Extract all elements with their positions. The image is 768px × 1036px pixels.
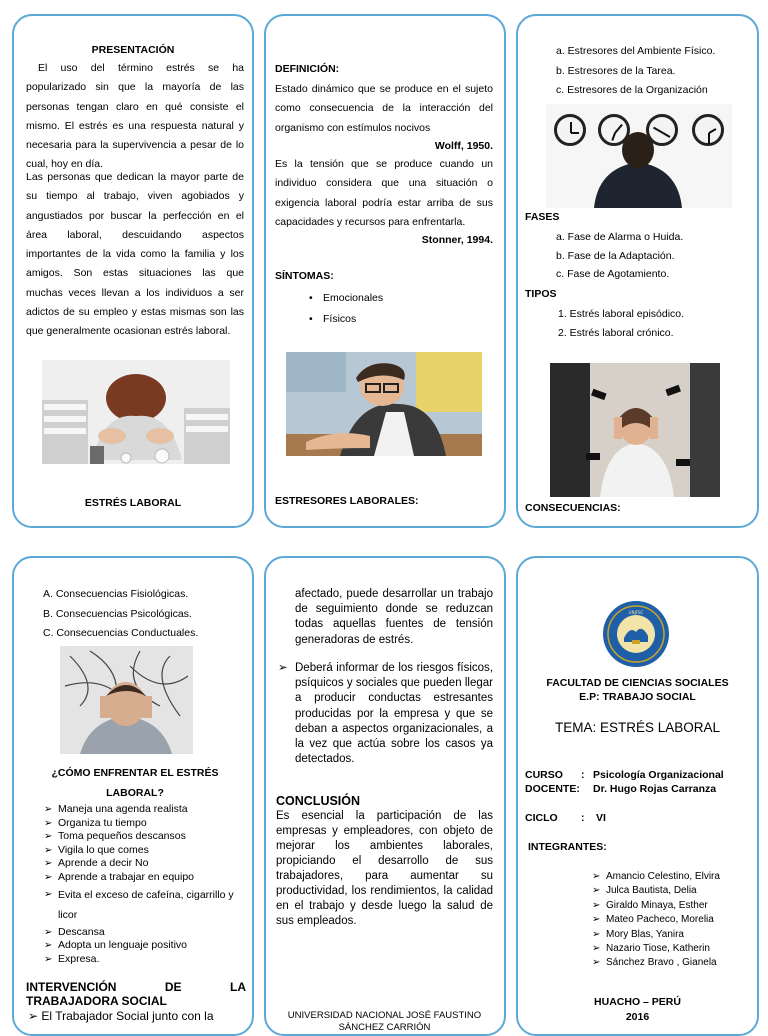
list-item: ➢ Sánchez Bravo , Gianela [591, 956, 751, 970]
list-item: b. Estresores de la Tarea. [556, 64, 676, 77]
list-item: b. Fase de la Adaptación. [556, 249, 675, 262]
definicion-text-2: Es la tensión que se produce cuando un individuo considera que una situación o exigencia laboral podría estar arriba de sus capacidades y recursos para enfrentarla. [275, 158, 493, 228]
list-item: ➢ Expresa. [44, 952, 100, 965]
list-item: ➢ Adopta un lenguaje positivo [44, 939, 188, 952]
arrow-bullet-icon: ➢ [278, 662, 288, 674]
list-item: A. Consecuencias Fisiológicas. [43, 588, 189, 600]
sintomas-title: SÍNTOMAS: [275, 270, 334, 282]
list-item: 1. Estrés laboral episódico. [558, 308, 685, 320]
year: 2016 [625, 1011, 650, 1023]
panel-definicion [264, 14, 506, 528]
panel-portada [516, 556, 759, 1036]
enfrentar-title: ¿CÓMO ENFRENTAR EL ESTRÉS LABORAL? [51, 767, 219, 799]
citation-stonner: Stonner, 1994. [421, 234, 493, 246]
arrow-bullet-icon: ➢ [44, 953, 53, 965]
curso-value: Psicología Organizacional [593, 769, 724, 781]
sintomas-list [307, 288, 467, 330]
phones-stress-image [550, 363, 720, 497]
ciclo-value: VI [596, 812, 606, 824]
list-item: • Emocionales [307, 288, 467, 309]
arrow-bullet-icon: ➢ [592, 871, 601, 882]
arrow-bullet-icon: ➢ [592, 899, 601, 911]
svg-text:UNJFSC: UNJFSC [628, 610, 644, 615]
list-item: ➢ Julca Bautista, Delia [591, 884, 751, 898]
panel-estresores [516, 14, 759, 528]
arrow-bullet-icon: ➢ [44, 804, 53, 815]
list-item: ➢ Giraldo Minaya, Esther [591, 899, 751, 913]
arrow-bullet-icon: ➢ [592, 928, 601, 940]
presentacion-title: PRESENTACIÓN [91, 44, 175, 56]
arrow-bullet-icon: ➢ [44, 817, 53, 829]
arrow-bullet-icon: ➢ [44, 926, 53, 938]
integrantes-title: INTEGRANTES: [528, 841, 607, 853]
citation-wolff: Wolff, 1950. [434, 140, 493, 152]
list-item: ➢ Aprende a decir No [44, 857, 149, 870]
intervencion-title: INTERVENCIÓN DE LA TRABAJADORA SOCIAL [26, 980, 246, 1008]
escuela-title: E.P: TRABAJO SOCIAL [579, 691, 696, 703]
arrow-bullet-icon: ➢ [44, 844, 53, 856]
presentacion-para-2: Las personas que dedican la mayor parte de su tiempo al trabajo, viven agobiados y angustiados por buscar la perfección en el área laboral, descuidando aspectos importantes de la vida como la familia y los amigos. Son estas situaciones las que muchas veces llevan a los individuos a ser adictos de su empleo y estas mismas son las que generalmente ocasionan estrés laboral. [26, 171, 244, 338]
list-item: C. Consecuencias Conductuales. [43, 627, 199, 639]
panel1-footer-title: ESTRÉS LABORAL [84, 497, 182, 509]
conclusion-text: Es esencial la participación de las empresas y empleadores, con objeto de mejorar los ambientes laborales, propiciando el desarrollo de sus trabajadores, para aumentar su productividad, los rendimientos, la calidad en el trabajo y desde luego la salud de sus empleados. [276, 810, 493, 927]
panel-conclusion [264, 556, 506, 1036]
definicion-text-1: Estado dinámico que se produce en el sujeto como consecuencia de la interacción del organismo con estímulos nocivos [275, 83, 493, 134]
panel2-footer-title: ESTRESORES LABORALES: [275, 495, 419, 507]
list-item: ➢ Toma pequeños descansos [44, 830, 186, 843]
consecuencias-list [43, 585, 253, 644]
tired-worker-image [286, 352, 482, 456]
curso-label: CURSO : [525, 769, 585, 781]
ciclo-label: CICLO : [525, 812, 585, 824]
arrow-bullet-icon: ➢ [592, 914, 601, 926]
university-name: UNIVERSIDAD NACIONAL JOSÉ FAUSTINO SÁNCHEZ CARRIÓN [287, 1010, 482, 1033]
list-item: a. Estresores del Ambiente Físico. [556, 45, 716, 57]
list-item: ➢ Aprende a trabajar en equipo [44, 870, 195, 883]
docente-label: DOCENTE: [525, 783, 580, 795]
list-item: ➢ Amancio Celestino, Elvira [591, 870, 751, 884]
integrantes-list [591, 870, 751, 971]
tipos-title: TIPOS [525, 288, 557, 300]
arrow-bullet-icon: ➢ [44, 871, 53, 883]
tema-title: TEMA: ESTRÉS LABORAL [554, 720, 721, 735]
list-item: B. Consecuencias Psicológicas. [43, 607, 192, 620]
tipos-list [558, 305, 758, 343]
list-item: c. Fase de Agotamiento. [556, 268, 670, 281]
arrow-bullet-icon: ➢ [28, 1009, 39, 1023]
facultad-title: FACULTAD DE CIENCIAS SOCIALES [546, 677, 729, 689]
conclusion-title: CONCLUSIÓN [276, 794, 361, 808]
definicion-title: DEFINICIÓN: [275, 63, 340, 75]
list-item: ➢ Nazario Tiose, Katherin [591, 942, 751, 956]
list-item: ➢ Maneja una agenda realista [44, 803, 188, 815]
estresores-list [556, 42, 756, 101]
arrow-bullet-icon: ➢ [44, 858, 53, 870]
arrow-bullet-icon: ➢ [592, 957, 601, 969]
arrow-bullet-icon: ➢ [592, 885, 601, 897]
stressed-worker-image [42, 360, 230, 464]
list-item: 2. Estrés laboral crónico. [558, 327, 674, 339]
list-item: ➢ Mory Blas, Yanira [591, 928, 751, 942]
panel-consecuencias [12, 556, 254, 1036]
arrow-bullet-icon: ➢ [44, 831, 53, 843]
presentacion-para-1: El uso del término estrés se ha popularizado sin que la mayoría de las personas tengan claro en qué consiste el mismo. El estrés es una respuesta natural y necesaria para la supervivencia a pesar de lo cual, hoy en día. [26, 62, 244, 171]
list-item: • Físicos [307, 309, 467, 330]
list-item: ➢ Mateo Pacheco, Morelia [591, 913, 751, 927]
city-country: HUACHO – PERÚ [594, 996, 681, 1008]
fases-title: FASES [525, 211, 560, 223]
tips-list [43, 803, 247, 966]
list-item: c. Estresores de la Organización [556, 84, 708, 96]
fases-list [556, 228, 756, 284]
list-item: ➢ Evita el exceso de cafeína, cigarrillo y licor [43, 885, 247, 926]
university-seal-logo [602, 600, 670, 668]
list-item: ➢ Descansa [44, 925, 105, 938]
riesgos-item: ➢ Deberá informar de los riesgos físicos, psíquicos y sociales que pueden llegar a producir conductas estresantes producidas por la empresa y que se deban a aspectos organizacionales, a la vez que actúa sobre los casos ya detectados. [278, 662, 493, 766]
list-item: ➢ Vigila lo que comes [44, 843, 149, 856]
intervencion-item: ➢ El Trabajador Social junto con la [28, 1009, 214, 1023]
list-item: ➢ Organiza tu tiempo [44, 816, 147, 829]
headache-man-image [60, 646, 193, 754]
arrow-bullet-icon: ➢ [44, 888, 53, 900]
clocks-businessman-image [546, 104, 732, 208]
panel3-footer-title: CONSECUENCIAS: [525, 502, 621, 514]
list-item: a. Fase de Alarma o Huida. [556, 231, 684, 243]
intervencion-continuation: afectado, puede desarrollar un trabajo de seguimiento donde se reduzcan todas aquellas fuentes de tensión generadoras de estrés. [295, 588, 493, 646]
docente-value: Dr. Hugo Rojas Carranza [593, 783, 717, 795]
arrow-bullet-icon: ➢ [592, 943, 601, 955]
arrow-bullet-icon: ➢ [44, 940, 53, 952]
panel-presentacion [12, 14, 254, 528]
